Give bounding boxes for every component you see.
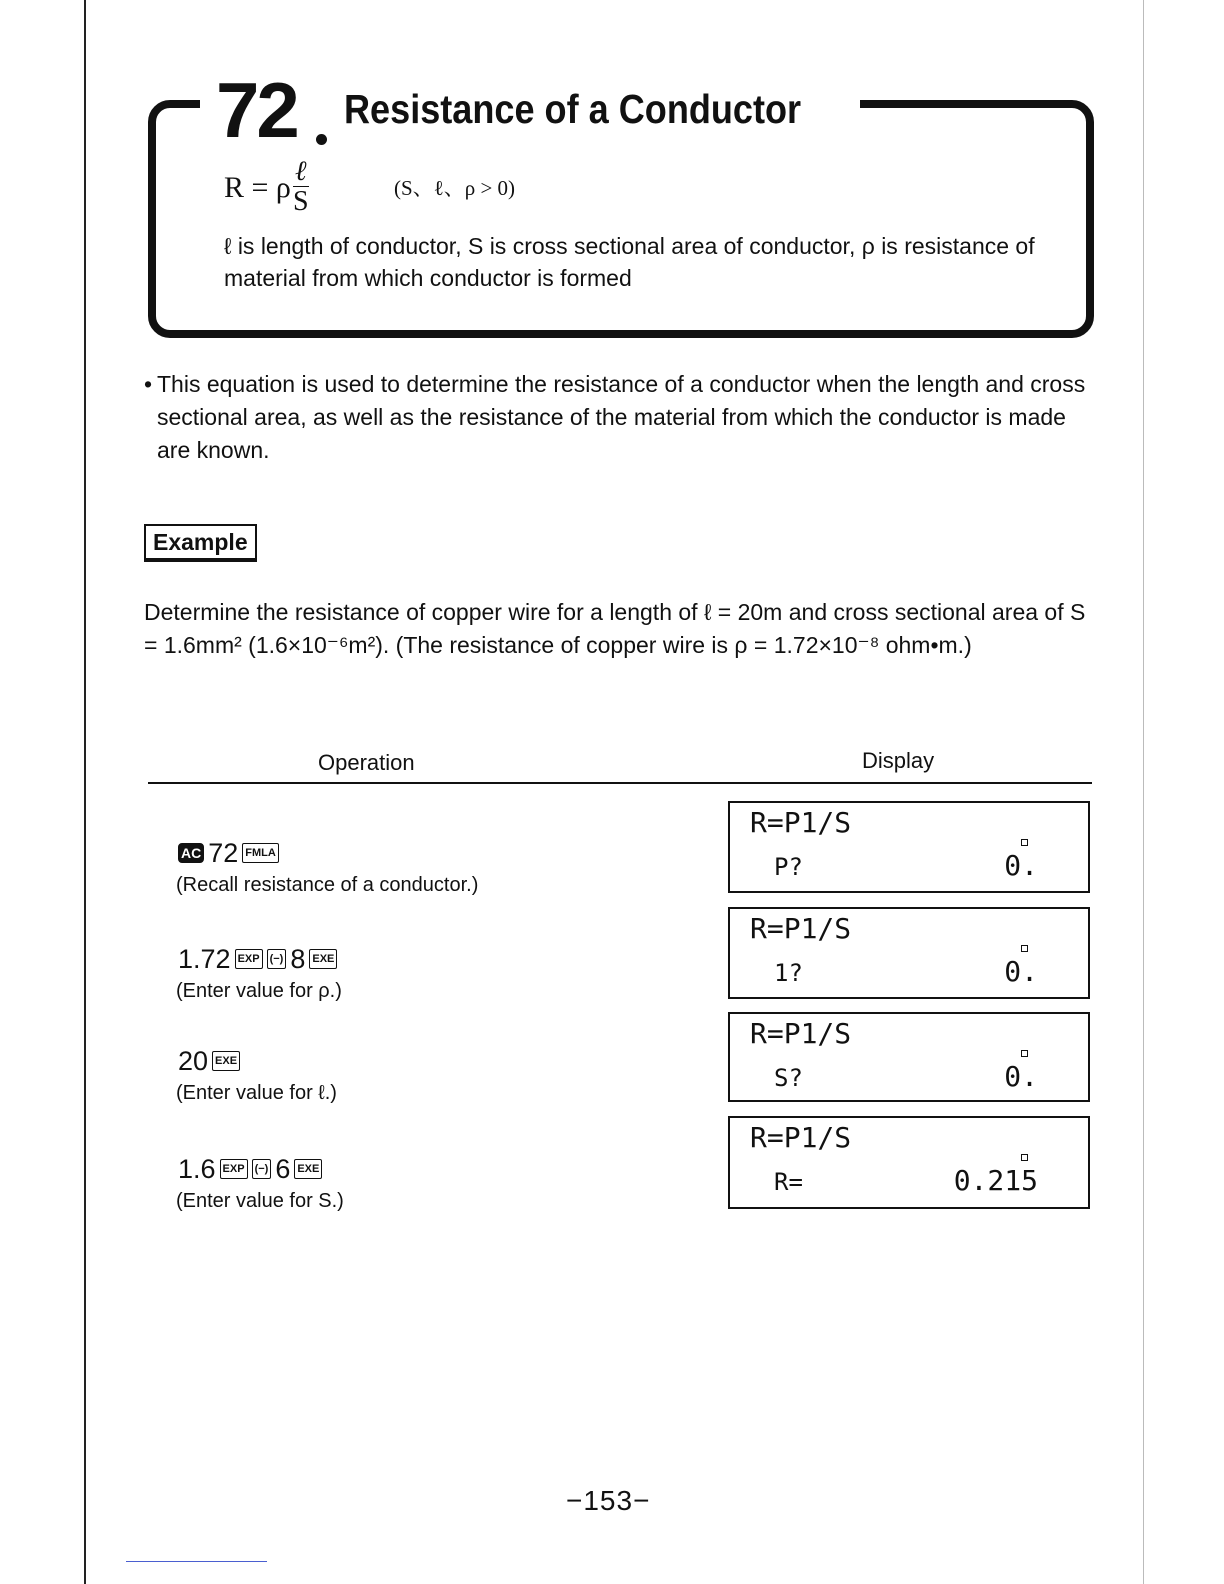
step-note: (Enter value for S.) [176,1190,344,1212]
display-formula-line: R=P1/S [750,912,852,945]
section-title: Resistance of a Conductor [344,86,802,132]
display-prompt: 1? [774,959,803,987]
section-number: 72 [216,66,297,154]
display-formula-line: R=P1/S [750,1017,852,1050]
key-sequence [176,836,478,870]
exe-key: EXE [294,1159,322,1179]
display-value: 0. [1004,849,1038,882]
display-indicator-icon [1021,1050,1028,1057]
display-indicator-icon [1021,945,1028,952]
display-prompt: R= [774,1168,803,1196]
key-value: 72 [208,838,239,868]
operation-step-3 [176,1044,337,1106]
operation-step-2 [176,942,342,1004]
step-note: (Recall resistance of a conductor.) [176,874,479,896]
exe-key: EXE [309,949,337,969]
calculator-display-4 [728,1116,1090,1209]
exe-key: EXE [212,1051,240,1071]
right-margin-rule [1143,0,1144,1584]
exp-key: EXP [235,949,263,969]
operation-header: Operation [318,750,415,775]
display-formula-line: R=P1/S [750,1121,852,1154]
section-number-dot [316,134,327,145]
bottom-underline [126,1561,267,1562]
description [144,368,1094,467]
table-header-rule [148,782,1092,784]
formula-numerator: ℓ [294,156,307,187]
key-value: 1.72 [178,944,231,974]
formula-denominator: S [292,186,309,217]
display-prompt: S? [774,1064,803,1092]
formula-definitions: ℓ is length of conductor, S is cross sectional area of conductor, ρ is resistance of material from which conductor is formed [224,233,1035,291]
formula-fraction [293,158,309,217]
operation-step-4 [176,1152,344,1214]
left-margin-rule [84,0,86,1584]
key-value: 20 [178,1046,209,1076]
example-problem: Determine the resistance of copper wire for a length of ℓ = 20m and cross sectional area of S = 1.6mm² (1.6×10⁻⁶m²). (The resistance of copper wire is ρ = 1.72×10⁻⁸ ohm•m.) [144,599,1086,658]
key-value: 6 [275,1154,291,1184]
step-note: (Enter value for ρ.) [176,980,342,1002]
negative-key: (−) [267,949,287,969]
operation-step-1 [176,836,478,898]
example-label: Example [144,524,257,562]
ac-key: AC [178,843,204,863]
calculator-display-1 [728,801,1090,893]
formula-conditions: (S、ℓ、ρ > 0) [394,176,516,200]
description-text: This equation is used to determine the resistance of a conductor when the length and cross sectional area, as well as the resistance of the material from which the conductor is made are known. [157,371,1086,463]
page-number: −153− [566,1485,651,1516]
formula [224,158,309,217]
display-header: Display [862,748,935,773]
key-sequence [176,1044,337,1078]
display-formula-line: R=P1/S [750,806,852,839]
calculator-display-2 [728,907,1090,999]
formula-lhs: R = ρ [224,170,291,204]
display-value: 0.215 [953,1164,1038,1197]
bullet: • [144,371,153,397]
step-note: (Enter value for ℓ.) [176,1082,337,1104]
calculator-display-3 [728,1012,1090,1102]
negative-key: (−) [252,1159,272,1179]
display-indicator-icon [1021,1154,1028,1161]
fmla-key: FMLA [242,843,279,863]
key-value: 1.6 [178,1154,216,1184]
key-sequence [176,942,342,976]
display-value: 0. [1004,955,1038,988]
display-value: 0. [1004,1060,1038,1093]
exp-key: EXP [220,1159,248,1179]
key-sequence [176,1152,344,1186]
key-value: 8 [290,944,306,974]
display-prompt: P? [774,853,803,881]
display-indicator-icon [1021,839,1028,846]
